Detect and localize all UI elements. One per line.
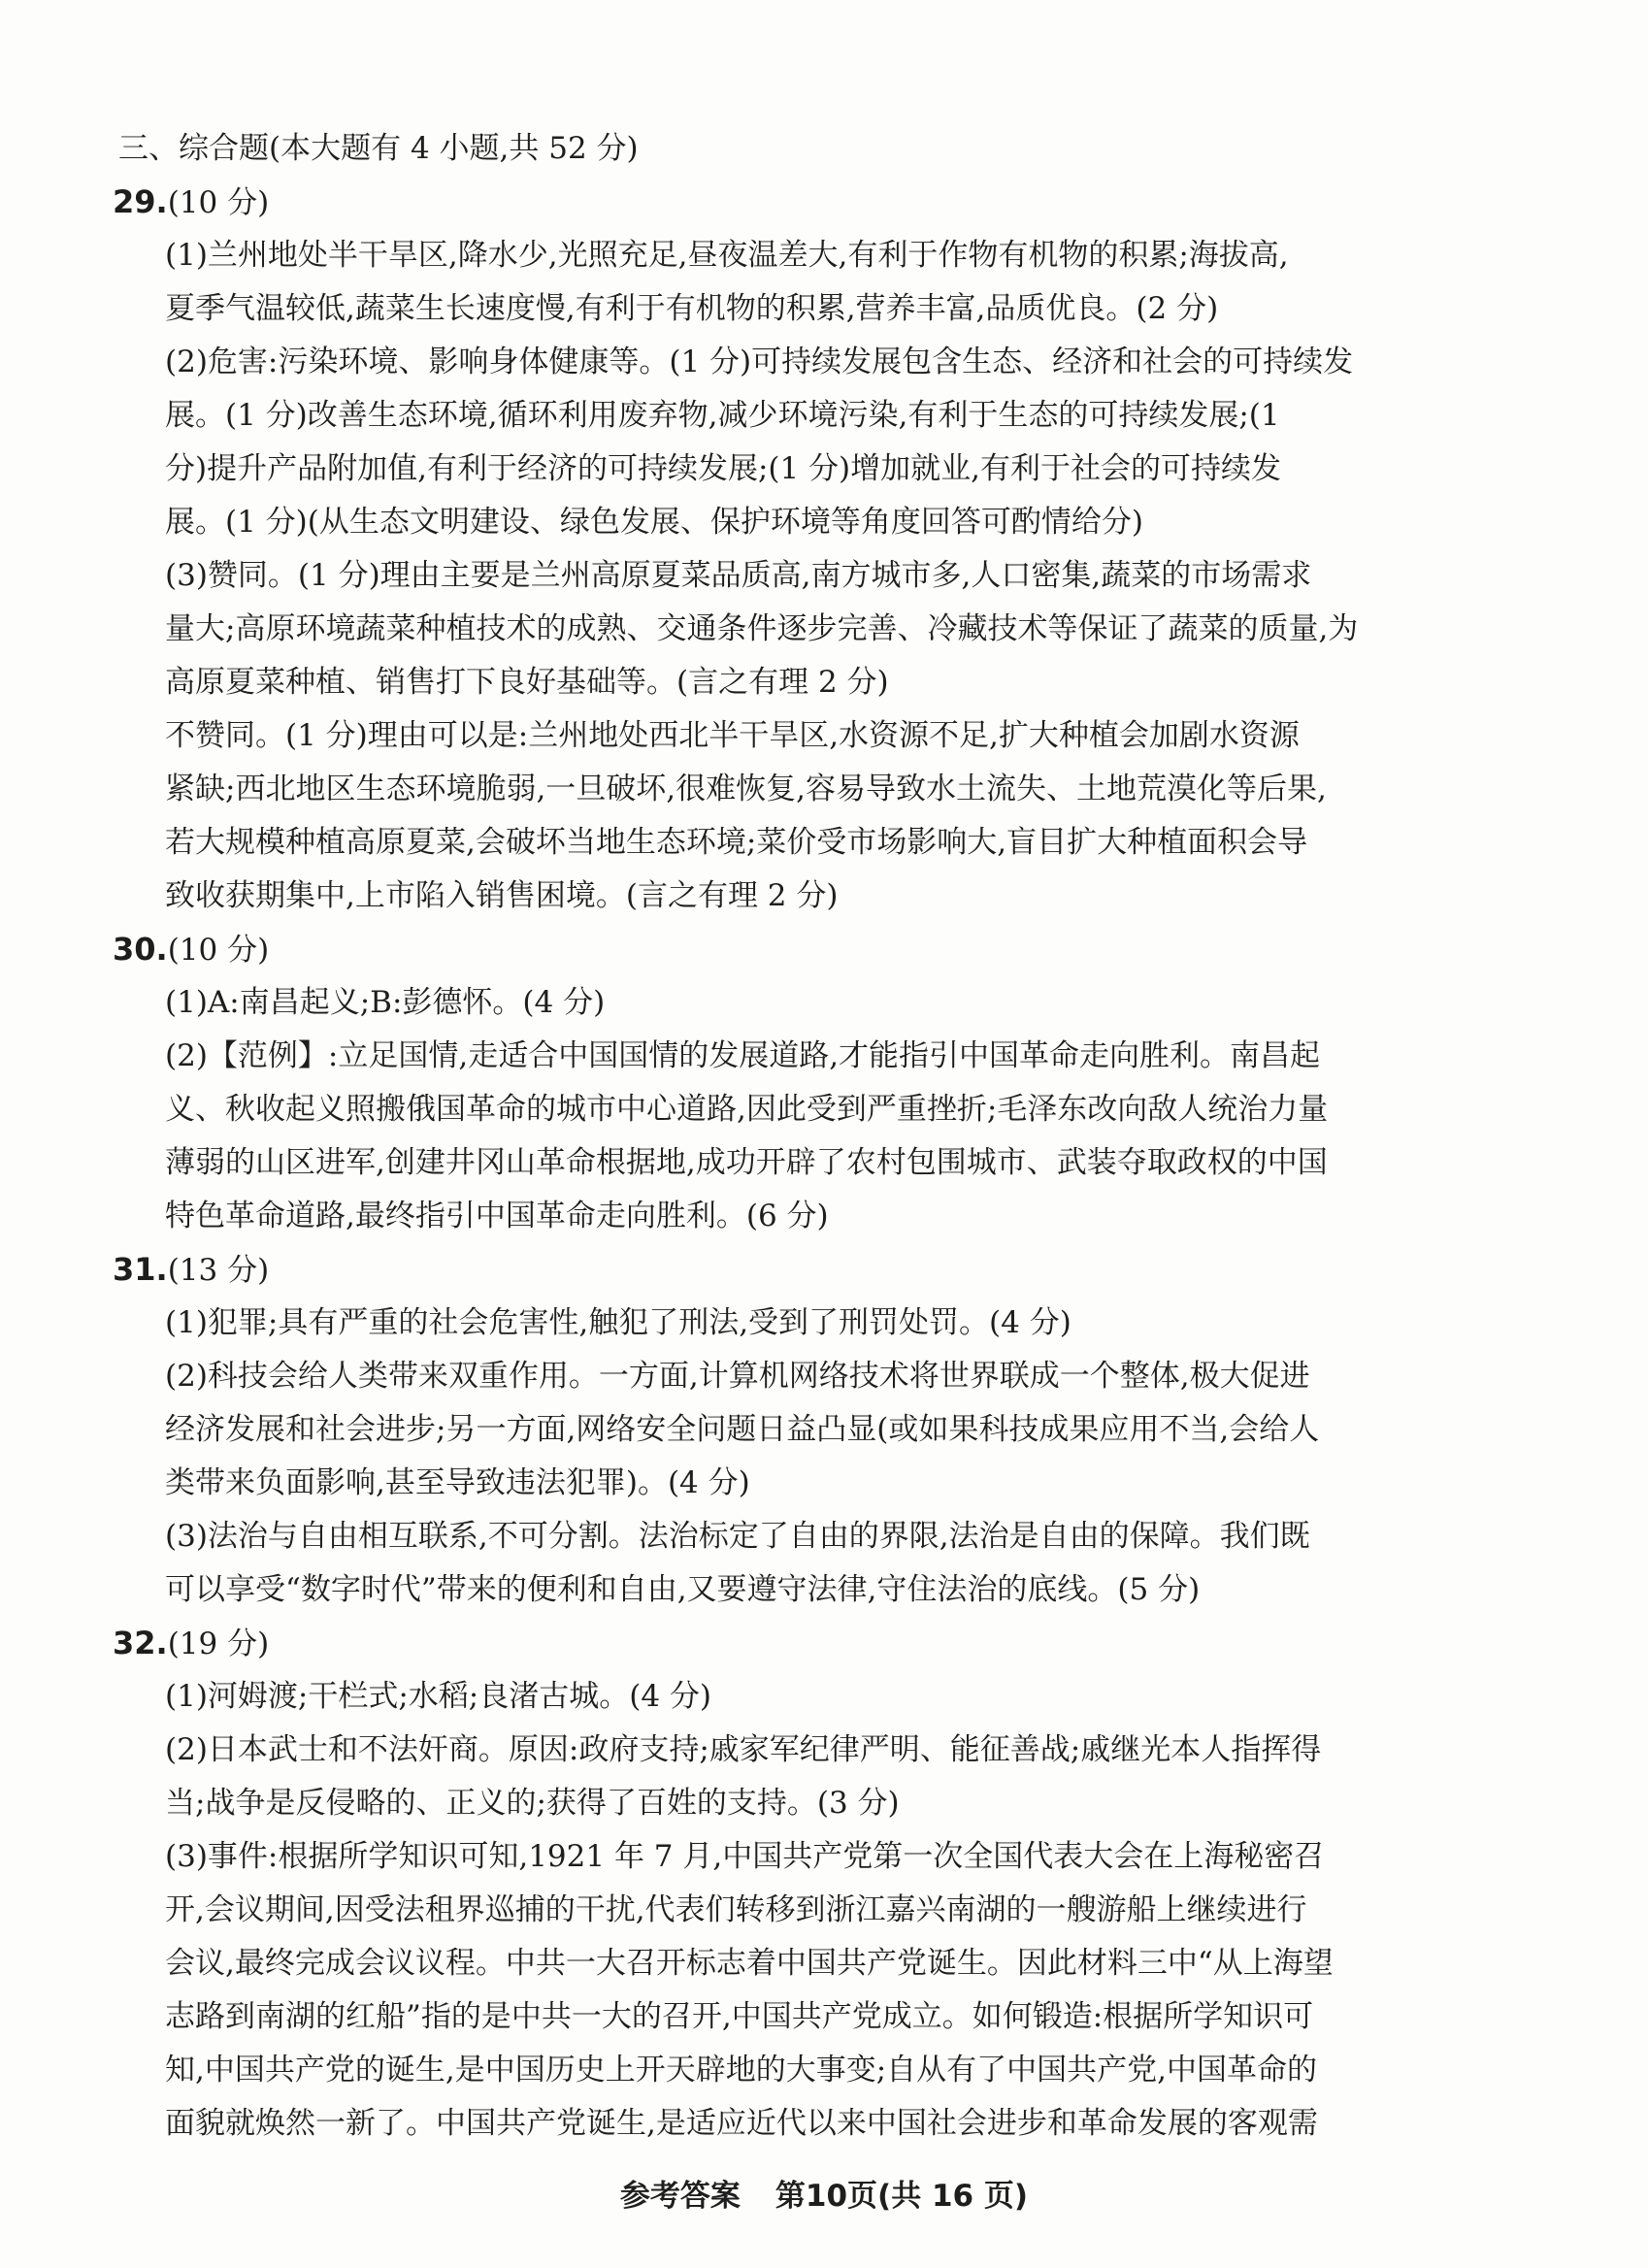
answer-line: 义、秋收起义照搬俄国革命的城市中心道路,因此受到严重挫折;毛泽东改向敌人统治力量: [165, 1092, 1329, 1127]
answer-line: 类带来负面影响,甚至导致违法犯罪)。(4 分): [165, 1465, 750, 1500]
answer-line: (3)赞同。(1 分)理由主要是兰州高原夏菜品质高,南方城市多,人口密集,蔬菜的市场需求: [165, 558, 1312, 593]
answer-line: (3)法治与自由相互联系,不可分割。法治标定了自由的界限,法治是自由的保障。我们既: [165, 1519, 1310, 1554]
answer-line: (2)危害:污染环境、影响身体健康等。(1 分)可持续发展包含生态、经济和社会的可持续发: [165, 345, 1354, 379]
footer-label: 参考答案: [619, 2179, 741, 2214]
question-header: [113, 176, 1433, 229]
page-footer: [0, 2172, 1648, 2220]
answer-line: (2)日本武士和不法奸商。原因:政府支持;戚家军纪律严明、能征善战;戚继光本人指挥得: [165, 1732, 1322, 1767]
answer-content: [113, 122, 1433, 2151]
question-header: [113, 1243, 1433, 1297]
answer-line: 会议,最终完成会议议程。中共一大召开标志着中国共产党诞生。因此材料三中“从上海望: [165, 1946, 1334, 1981]
answer-line: (2)科技会给人类带来双重作用。一方面,计算机网络技术将世界联成一个整体,极大促进: [165, 1359, 1310, 1394]
section-title: 三、综合题(本大题有 4 小题,共 52 分): [118, 131, 639, 166]
answer-line: 紧缺;西北地区生态环境脆弱,一旦破坏,很难恢复,容易导致水土流失、土地荒漠化等后果,: [165, 772, 1327, 806]
answer-line: (1)河姆渡;干栏式;水稻;良渚古城。(4 分): [165, 1679, 712, 1714]
question-score: (10 分): [167, 933, 270, 968]
answer-line: 特色革命道路,最终指引中国革命走向胜利。(6 分): [165, 1199, 829, 1233]
answer-line: 展。(1 分)改善生态环境,循环利用废弃物,减少环境污染,有利于生态的可持续发展;(1: [165, 398, 1280, 433]
question-score: (13 分): [167, 1253, 270, 1288]
answer-line: 知,中国共产党的诞生,是中国历史上开天辟地的大事变;自从有了中国共产党,中国革命的: [165, 2053, 1318, 2087]
answer-line: 薄弱的山区进军,创建井冈山革命根据地,成功开辟了农村包围城市、武装夺取政权的中国: [165, 1145, 1328, 1180]
answer-line: 分)提升产品附加值,有利于经济的可持续发展;(1 分)增加就业,有利于社会的可持续发: [165, 451, 1282, 486]
answer-line: (1)兰州地处半干旱区,降水少,光照充足,昼夜温差大,有利于作物有机物的积累;海拔高,: [165, 238, 1289, 273]
answer-line: 开,会议期间,因受法租界巡捕的干扰,代表们转移到浙江嘉兴南湖的一艘游船上继续进行: [165, 1892, 1307, 1927]
answer-line: 致收获期集中,上市陷入销售困境。(言之有理 2 分): [165, 878, 839, 913]
answer-line: 面貌就焕然一新了。中国共产党诞生,是适应近代以来中国社会进步和革命发展的客观需: [165, 2106, 1318, 2141]
answer-line: 展。(1 分)(从生态文明建设、绿色发展、保护环境等角度回答可酌情给分): [165, 505, 1143, 540]
question-header: [113, 923, 1433, 976]
question-number: 31.: [113, 1251, 168, 1288]
answer-line: 量大;高原环境蔬菜种植技术的成熟、交通条件逐步完善、冷藏技术等保证了蔬菜的质量,为: [165, 611, 1359, 646]
answer-line: 高原夏菜种植、销售打下良好基础等。(言之有理 2 分): [165, 665, 889, 700]
answer-line: 当;战争是反侵略的、正义的;获得了百姓的支持。(3 分): [165, 1786, 900, 1821]
answer-line: 可以享受“数字时代”带来的便利和自由,又要遵守法律,守住法治的底线。(5 分): [165, 1572, 1201, 1607]
question-number: 29.: [113, 183, 168, 220]
answer-line: (1)犯罪;具有严重的社会危害性,触犯了刑法,受到了刑罚处罚。(4 分): [165, 1305, 1071, 1340]
answer-line: (3)事件:根据所学知识可知,1921 年 7 月,中国共产党第一次全国代表大会在上海秘密召: [165, 1839, 1325, 1874]
answer-line: (2)【范例】:立足国情,走适合中国国情的发展道路,才能指引中国革命走向胜利。南昌起: [165, 1038, 1321, 1073]
answer-line: 不赞同。(1 分)理由可以是:兰州地处西北半干旱区,水资源不足,扩大种植会加剧水资源: [165, 718, 1300, 753]
footer-page-number: 第10页(共 16 页): [775, 2179, 1029, 2214]
question-score: (10 分): [167, 185, 270, 220]
answer-line: 经济发展和社会进步;另一方面,网络安全问题日益凸显(或如果科技成果应用不当,会给人: [165, 1412, 1320, 1447]
question-score: (19 分): [167, 1627, 270, 1661]
answer-line: 若大规模种植高原夏菜,会破坏当地生态环境;菜价受市场影响大,盲目扩大种植面积会导: [165, 825, 1308, 860]
answer-line: (1)A:南昌起义;B:彭德怀。(4 分): [165, 985, 606, 1020]
question-number: 30.: [113, 931, 168, 968]
question-number: 32.: [113, 1625, 168, 1661]
answer-line: 夏季气温较低,蔬菜生长速度慢,有利于有机物的积累,营养丰富,品质优良。(2 分): [165, 291, 1219, 326]
question-header: [113, 1617, 1433, 1670]
answer-line: 志路到南湖的红船”指的是中共一大的召开,中国共产党成立。如何锻造:根据所学知识可: [165, 1999, 1314, 2034]
